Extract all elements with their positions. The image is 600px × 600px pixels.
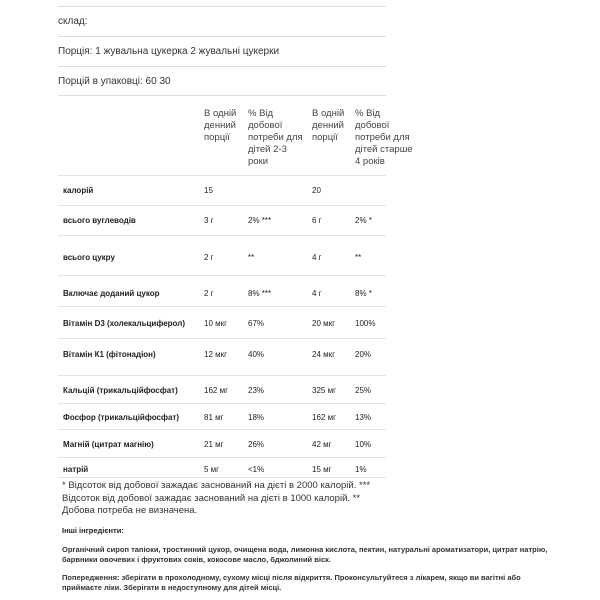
row-label-calories: калорій — [63, 186, 94, 195]
cell: 2% * — [355, 216, 372, 225]
cell: 5 мг — [204, 465, 220, 474]
cell: ** — [355, 253, 362, 262]
cell: 20 — [312, 186, 321, 195]
cell: 3 г — [204, 216, 214, 225]
divider — [58, 6, 386, 7]
row-label-added-sugar: Включає доданий цукор — [63, 289, 160, 298]
cell: 12 мкг — [204, 350, 228, 359]
composition-label: склад: — [58, 16, 88, 27]
cell: 8% *** — [248, 289, 272, 298]
row-separator — [58, 205, 386, 206]
row-label-phosphorus: Фосфор (трикальційфосфат) — [63, 413, 180, 422]
cell: 25% — [355, 386, 372, 395]
other-ingredients-text: Органічний сироп тапіоки, тростинний цукор, очищена вода, лимонна кислота, пектин, натуральні ароматизатори, цитрат натрію, барвники овочевих і фруктових соків, кокосове масло, бджолиний віск. — [62, 545, 548, 564]
cell: 40% — [248, 350, 265, 359]
row-separator — [58, 338, 386, 339]
cell: 2 г — [204, 289, 214, 298]
cell: 2 г — [204, 253, 214, 262]
cell: ** — [248, 253, 255, 262]
cell: 325 мг — [312, 386, 336, 395]
serving-size: Порція: 1 жувальна цукерка 2 жувальні цукерки — [58, 46, 280, 57]
cell: 20% — [355, 350, 372, 359]
cell: 6 г — [312, 216, 322, 225]
cell: 42 мг — [312, 440, 332, 449]
cell: 18% — [248, 413, 265, 422]
row-label-total-carbs: всього вуглеводів — [63, 216, 136, 225]
divider — [58, 36, 386, 37]
cell: 15 — [204, 186, 213, 195]
cell: 4 г — [312, 289, 322, 298]
row-label-vitamin-k1: Вітамін К1 (фітонадіон) — [63, 350, 156, 359]
warning-text: Попередження: зберігати в прохолодному, сухому місці після відкриття. Проконсультуйтеся з лікарем, якщо ви вагітні або приймаєте ліки. Зберігати в недоступному для дітей місці. — [62, 573, 521, 592]
row-separator — [58, 429, 386, 430]
row-separator — [58, 457, 386, 458]
cell: 13% — [355, 413, 372, 422]
row-separator — [58, 175, 386, 176]
cell: 23% — [248, 386, 265, 395]
cell: 10 мкг — [204, 319, 228, 328]
cell: 24 мкг — [312, 350, 336, 359]
header-dv-4plus: % Від добової потреби для дітей старше 4 років — [355, 108, 413, 167]
row-label-sodium: натрій — [63, 465, 89, 474]
cell: 100% — [355, 319, 376, 328]
header-per-serving-2-3: В одній денний порції — [204, 108, 237, 143]
cell: 2% *** — [248, 216, 272, 225]
row-separator — [58, 275, 386, 276]
row-separator — [58, 235, 386, 236]
row-label-calcium: Кальцій (трикальційфосфат) — [63, 386, 178, 395]
row-label-total-sugar: всього цукру — [63, 253, 115, 262]
footnote: * Відсоток від добової зажадає заснований на дієті в 2000 калорій. *** Відсоток від добової зажадає заснований на дієті в 1000 калорій. ** Добова потреба не визначена. — [62, 480, 371, 516]
cell: 67% — [248, 319, 265, 328]
divider — [58, 66, 386, 67]
cell: 20 мкг — [312, 319, 336, 328]
header-per-serving-4plus: В одній денний порції — [312, 108, 345, 143]
cell: 4 г — [312, 253, 322, 262]
cell: 162 мг — [204, 386, 228, 395]
row-separator — [58, 403, 386, 404]
cell: 81 мг — [204, 413, 224, 422]
header-dv-2-3: % Від добової потреби для дітей 2-3 роки — [248, 108, 303, 167]
row-separator — [58, 375, 386, 376]
servings-per-container: Порцій в упаковці: 60 30 — [58, 76, 171, 87]
other-ingredients-title: Інші інгредієнти: — [62, 526, 124, 535]
cell: 8% * — [355, 289, 372, 298]
row-separator — [58, 477, 386, 478]
row-label-vitamin-d3: Вітамін D3 (холекальциферол) — [63, 319, 185, 328]
cell: 162 мг — [312, 413, 336, 422]
divider — [58, 95, 386, 96]
row-separator — [58, 306, 386, 307]
cell: 21 мг — [204, 440, 224, 449]
cell: 10% — [355, 440, 372, 449]
cell: <1% — [248, 465, 265, 474]
cell: 26% — [248, 440, 265, 449]
cell: 15 мг — [312, 465, 332, 474]
row-label-magnesium: Магній (цитрат магнію) — [63, 440, 154, 449]
cell: 1% — [355, 465, 367, 474]
